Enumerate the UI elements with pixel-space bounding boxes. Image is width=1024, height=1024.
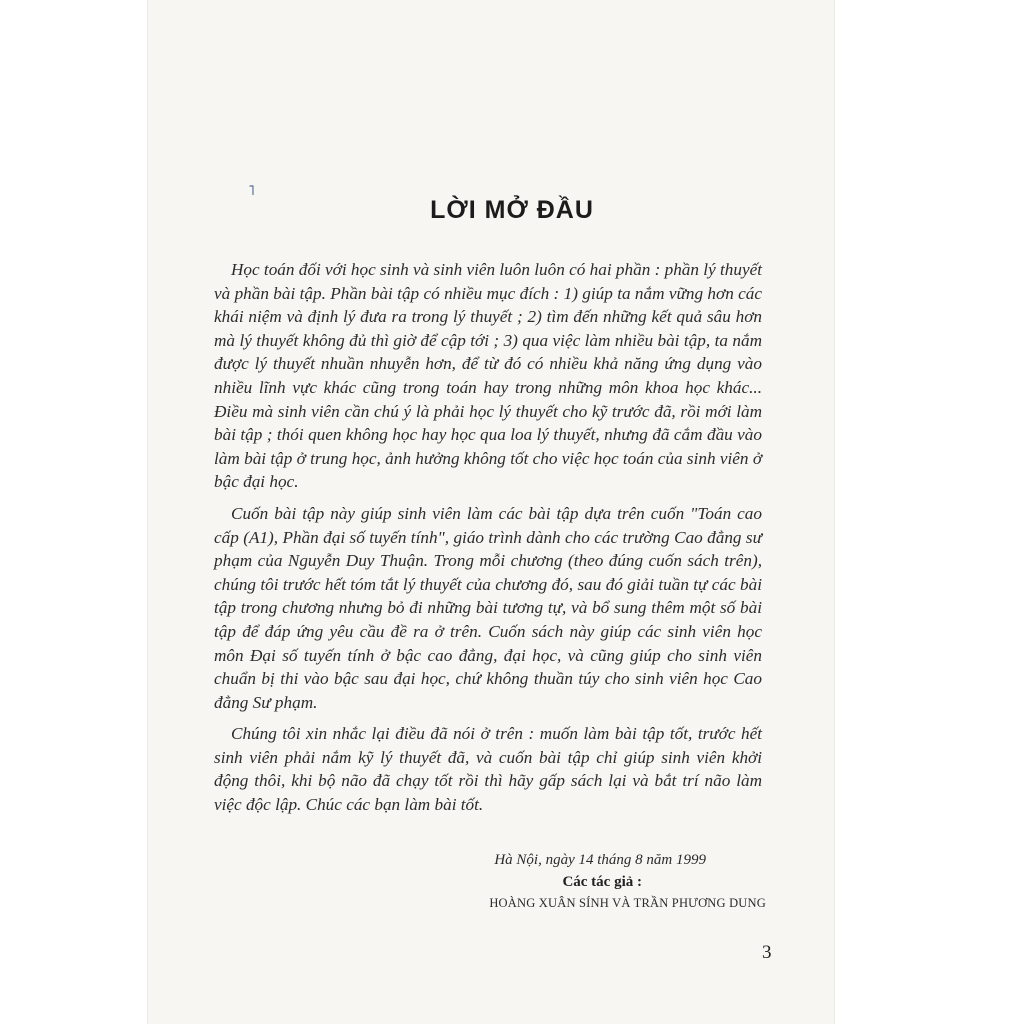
authors-names: HOÀNG XUÂN SÍNH VÀ TRẦN PHƯƠNG DUNG — [489, 896, 766, 910]
authors-label: Các tác giả : — [562, 874, 642, 890]
paragraph-2: Cuốn bài tập này giúp sinh viên làm các bài tập dựa trên cuốn "Toán cao cấp (A1), Phần đại số tuyến tính", giáo trình dành cho các trường Cao đẳng sư phạm của Nguyễn Duy Thuận. Trong mỗi chương (theo đúng cuốn sách trên), chúng tôi trước hết tóm tắt lý thuyết của chương đó, sau đó giải tuần tự các bài tập trong chương nhưng bỏ đi những bài tương tự, và bổ sung thêm một số bài tập để đáp ứng yêu cầu đề ra ở trên. Cuốn sách này giúp các sinh viên học môn Đại số tuyến tính ở bậc cao đẳng, đại học, và cũng giúp cho sinh viên chuẩn bị thi vào bậc sau đại học, chứ không thuần túy cho sinh viên học Cao đẳng Sư phạm. — [214, 503, 762, 712]
preface-body — [214, 258, 762, 825]
paragraph-1: Học toán đối với học sinh và sinh viên luôn luôn có hai phần : phần lý thuyết và phần bài tập. Phần bài tập có nhiều mục đích : 1) giúp ta nắm vững hơn các khái niệm và định lý đưa ra trong lý thuyết ; 2) tìm đến những kết quả sâu hơn mà lý thuyết không đủ thì giờ để cập tới ; 3) qua việc làm nhiều bài tập, ta nắm được lý thuyết nhuần nhuyễn hơn, để từ đó có nhiều khả năng ứng dụng vào nhiều lĩnh vực khác cũng trong toán hay trong những môn khoa học khác... Điều mà sinh viên cần chú ý là phải học lý thuyết cho kỹ trước đã, rồi mới làm bài tập ; thói quen không học hay học qua loa lý thuyết, nhưng đã cắm đầu vào làm bài tập ở trung học, ảnh hưởng không tốt cho việc học toán của sinh viên ở bậc đại học. — [214, 260, 762, 492]
signature-date: Hà Nội, ngày 14 tháng 8 năm 1999 — [494, 852, 706, 868]
page-title: LỜI MỞ ĐẦU — [430, 196, 594, 224]
paragraph-3: Chúng tôi xin nhắc lại điều đã nói ở trên : muốn làm bài tập tốt, trước hết sinh viên phải nắm kỹ lý thuyết đã, và cuốn bài tập chỉ giúp sinh viên khởi động thôi, khi bộ não đã chạy tốt rồi thì hãy gấp sách lại và bắt trí não làm việc độc lập. Chúc các bạn làm bài tốt. — [214, 724, 762, 815]
page-number: 3 — [762, 942, 772, 963]
stray-pen-mark: ˥ — [248, 183, 255, 199]
